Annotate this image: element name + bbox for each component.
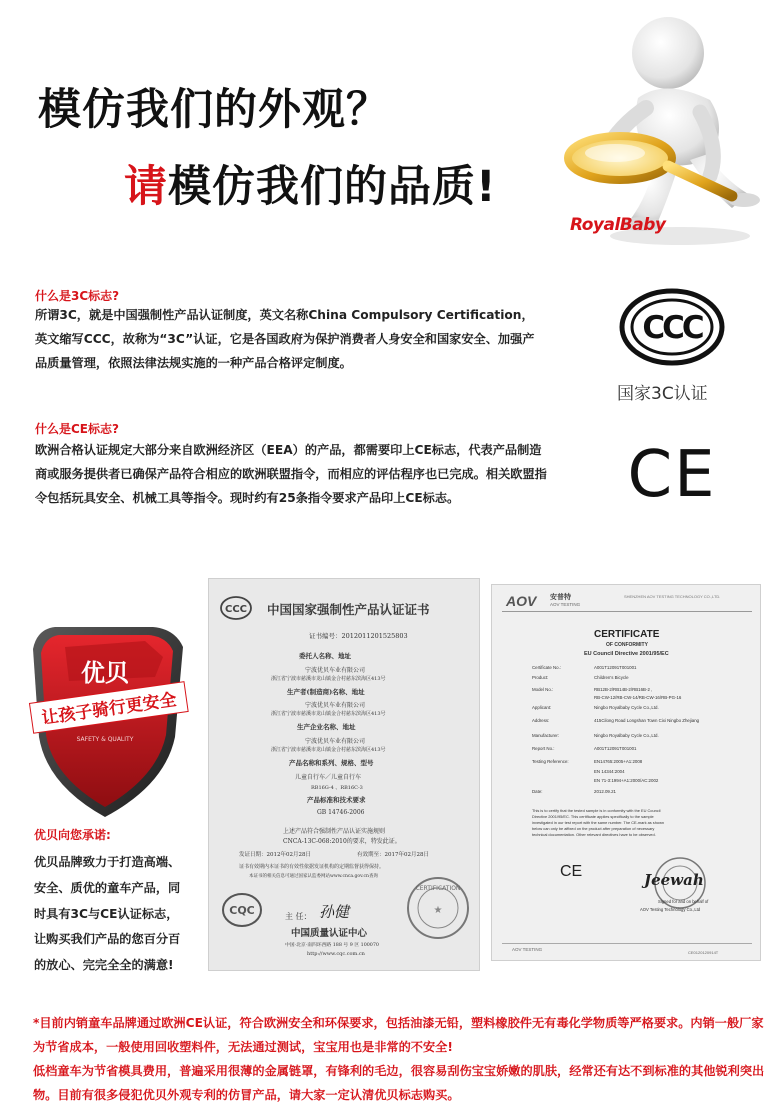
note-line: 低档童车为节省模具费用，普遍采用很薄的金属链罩，有锋利的毛边，很容易刮伤宝宝娇嫩的肌肤，经常还有达不到标准的其他锐利突出 [33, 1064, 765, 1078]
eu-body-line: below can only be affixed on the product after preparation of necessary [532, 826, 655, 831]
promise-line: 的放心、完完全全的满意! [34, 958, 174, 973]
eu-body-line: This is to certify that the tested sample is in conformity with the EU Council [532, 808, 661, 813]
cn-note-1: 证书有效期内本证书的有效性依据发证机构的定期监督获得保持。 [239, 864, 385, 870]
promise-line: 安全、质优的童车产品，同 [34, 880, 181, 895]
eu-cert-directive: EU Council Directive 2001/95/EC [584, 651, 669, 657]
eu-ce-mark: CE [560, 863, 583, 880]
badge-small-text: SAFETY & QUALITY [76, 736, 134, 743]
note-line: 为节省成本，一般使用回收塑料件，无法通过测试，宝宝用也是非常的不安全! [33, 1040, 453, 1054]
eu-row-value: A001T12091T001001 [594, 665, 637, 670]
cqc-seal-text: CERTIFICATION [415, 885, 461, 892]
ce-mark-text: CE [627, 440, 717, 506]
eu-footer-right: CE0120120914T [688, 950, 719, 955]
cqc-seal-stamp-icon [405, 875, 471, 941]
ccc-mark-text: CCC [642, 310, 702, 346]
headline-secondary [124, 153, 497, 214]
headline-emphasis: 请 [124, 162, 168, 212]
ccc-section-title: 什么是3C标志? [35, 289, 120, 303]
headline-secondary-text: 模仿我们的品质! [168, 162, 497, 212]
aov-company-line: SHENZHEN AOV TESTING TECHNOLOGY CO.,LTD. [624, 594, 721, 599]
eu-row-value: Ningbo Royalbaby Cycle Co.,Ltd. [594, 733, 659, 738]
aov-logo-cn: 安普特 [550, 594, 571, 601]
badge-slogan: 让孩子骑行更安全 [40, 690, 178, 729]
cn-standard: GB 14746-2006 [317, 809, 365, 816]
eu-body-line: technical documentation. Other relevant directives have to be observed. [532, 832, 656, 837]
cn-factory-label: 生产企业名称、地址 [297, 723, 356, 731]
ce-body-line: 令包括玩具安全、机械工具等指令。现时约有25条指令要求产品印上CE标志。 [35, 491, 460, 505]
eu-signed-line-2: AOV Testing Technology Co.,Ltd [640, 907, 701, 912]
cn-client-address: 浙江省宁波市慈溪市龙山镇金合村慈东滨海区413号 [271, 676, 386, 682]
cn-client-name: 宁波优贝车业有限公司 [305, 667, 366, 674]
cn-producer-label: 生产者(制造商)名称、地址 [287, 688, 365, 696]
eu-row-label: Model No.: [532, 687, 554, 692]
eu-body-line: Directive 2001/95/EC. This certificate applies specifically to the sample [532, 814, 654, 819]
eu-row-value: A001T12091T001001 [594, 746, 637, 751]
eu-signed-line-1: Signed for and on behalf of [658, 899, 709, 904]
badge-title: 优贝 [81, 659, 129, 687]
ccc-body-line: 英文缩写CCC，故称为“3C”认证，它是各国政府为保护消费者人身安全和国家安全、加强产 [35, 332, 535, 346]
cn-issue-date: 发证日期：2012年02月28日 [239, 852, 311, 858]
cn-client-label: 委托人名称、地址 [299, 652, 351, 660]
cn-center-address: 中国·北京·南四环西路 188 号 9 区 100070 [285, 943, 379, 948]
royalbaby-logo: RoyalBaby [570, 215, 666, 235]
safety-shield-badge [25, 617, 193, 822]
promise-line: 让购买我们产品的您百分百 [34, 932, 181, 947]
cn-factory-name: 宁波优贝车业有限公司 [305, 738, 366, 745]
eu-row-label: Address: [532, 718, 550, 723]
eu-row-value: 2012.09.21 [594, 789, 616, 794]
cqc-logo-text: CQC [229, 904, 255, 917]
eu-row-label: Applicant: [532, 705, 552, 710]
cn-factory-address: 浙江省宁波市慈溪市龙山镇金合村慈东滨海区413号 [271, 747, 386, 753]
cn-cert-number [309, 631, 408, 640]
svg-text:★: ★ [433, 905, 443, 916]
cn-conform-line-2: CNCA-13C-068:2010的要求，特发此证。 [283, 838, 401, 845]
ccc-section-body [35, 303, 534, 375]
cn-center-name: 中国质量认证中心 [291, 928, 368, 939]
eu-row-label: Report No.: [532, 746, 555, 751]
cn-product-name: 儿童自行车／儿童自行车 [295, 774, 362, 781]
ccc-certificate-document [208, 578, 480, 971]
eu-signature: Jeewah [644, 871, 704, 889]
headline-primary: 模仿我们的外观？ [38, 85, 390, 135]
promise-body [34, 850, 180, 979]
cn-note-2: 本证书的相关信息可通过国家认监委网站www.cnca.gov.cn查询 [249, 874, 378, 879]
cn-director-label: 主 任： [285, 912, 312, 921]
cn-valid-date: 有效期至：2017年02月28日 [357, 852, 429, 858]
promise-line: 优贝品牌致力于打造高端、 [34, 855, 181, 869]
eu-footer-left: AOV TESTING [512, 947, 543, 952]
promise-line: 时具有3C与CE认证标志， [34, 906, 179, 921]
eu-row-label: Date: [532, 789, 543, 794]
eu-cert-subtitle: OF CONFORMITY [606, 642, 648, 648]
eu-body-line: investigated in our test report with the same number. The CE-mark as shown [532, 820, 665, 825]
eu-row-value: EN14765:2005+A1:2008 [594, 759, 643, 764]
ccc-body-line: 品质量管理，依照法律法规实施的一种产品合格评定制度。 [35, 356, 352, 370]
eu-row-label: Testing Reference: [532, 759, 569, 764]
cn-producer-address: 浙江省宁波市慈溪市龙山镇金合村慈东滨海区413号 [271, 711, 386, 717]
cn-product-models: RB16G-4 、RB16C-3 [311, 785, 363, 791]
eu-row-value: Children's Bicycle [594, 675, 629, 680]
ce-certificate-document [491, 584, 761, 961]
note-line: *目前内销童车品牌通过欧洲CE认证，符合欧洲安全和环保要求，包括油漆无铅，塑料橡胶件无有毒化学物质等严格要求。内销一般厂家 [33, 1016, 764, 1030]
cn-producer-name: 宁波优贝车业有限公司 [305, 702, 366, 709]
eu-row-value: EN 14344:2004 [594, 769, 625, 774]
eu-row-label: Certificate No.: [532, 665, 562, 670]
promise-title: 优贝向您承诺: [34, 828, 111, 842]
eu-row-value: EN 71-3:1994+A1:2000/AC:2002 [594, 778, 659, 783]
eu-row-label: Manufacturer: [532, 733, 560, 738]
ce-section-title: 什么是CE标志? [35, 422, 119, 436]
ce-body-line: 商或服务提供者已确保产品符合相应的欧洲联盟指令，而相应的评估程序也已完成。相关欧盟指 [35, 467, 547, 481]
ce-mark-icon [622, 440, 722, 506]
aov-logo: AOV [506, 593, 537, 609]
cn-center-website: http://www.cqc.com.cn [307, 951, 365, 957]
cn-director-signature: 孙健 [319, 903, 350, 921]
ccc-mark-caption: 国家3C认证 [617, 384, 708, 404]
ccc-body-line: 所谓3C，就是中国强制性产品认证制度，英文名称China Compulsory Certification， [35, 308, 534, 322]
eu-row-value: RB-CW-12/RB-CW-14/RB-CW-16/RB-PG-16 [594, 695, 682, 700]
eu-cert-title: CERTIFICATE [594, 629, 660, 640]
cn-product-label: 产品名称和系列、规格、型号 [289, 759, 374, 767]
ce-section-body [35, 438, 547, 510]
ccc-small-logo-icon [219, 595, 253, 621]
eu-row-value: RB12B-2/RB14B-2/RB16B-2 , [594, 687, 653, 692]
ce-body-line: 欧洲合格认证规定大部分来自欧洲经济区（EEA）的产品，都需要印上CE标志，代表产品制造 [35, 443, 542, 457]
eu-row-value: Ningbo Royalbaby Cycle Co.,Ltd. [594, 705, 659, 710]
note-line: 物。目前有很多侵犯优贝外观专利的仿冒产品，请大家一定认清优贝标志购买。 [33, 1088, 460, 1102]
cqc-logo-icon [221, 891, 263, 929]
eu-row-label: Product: [532, 675, 549, 680]
cn-standard-label: 产品标准和技术要求 [307, 796, 366, 804]
ccc-mark-icon [619, 288, 725, 366]
aov-logo-sub: AOV TESTING [550, 602, 581, 607]
eu-row-value: 415Cilong Road Longshan Town Cixi Ningbo Zhejiang [594, 718, 700, 723]
cn-cert-title: 中国国家强制性产品认证证书 [267, 602, 430, 617]
svg-text:CCC: CCC [224, 604, 248, 615]
cn-conform-line-1: 上述产品符合强制性产品认证实施规则 [283, 828, 386, 835]
mascot-magnifier-illustration [560, 8, 770, 248]
cn-cert-number-value: 2012011201525803 [341, 632, 408, 640]
cn-cert-number-label: 证书编号： [309, 632, 342, 640]
